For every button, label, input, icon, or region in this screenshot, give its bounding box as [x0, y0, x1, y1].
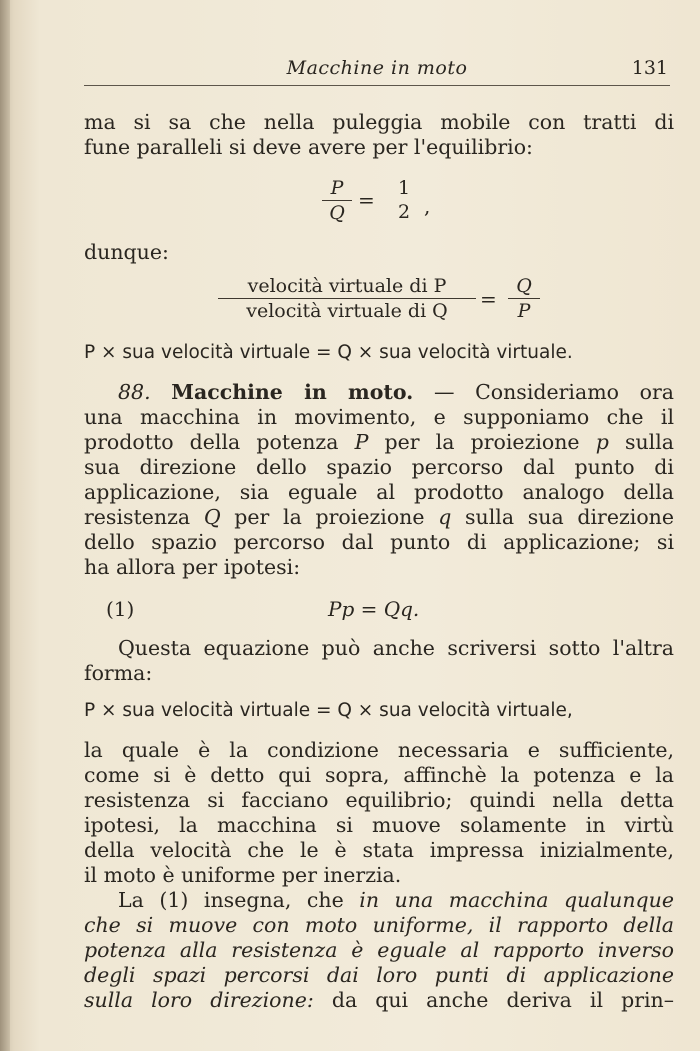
section-number: 88. — [118, 380, 151, 404]
equals-sign: = — [358, 188, 375, 212]
text-line: fune paralleli si deve avere per l'equilibrio: — [84, 135, 533, 159]
text-line: ha allora per ipotesi: — [84, 555, 301, 579]
section-title: Macchine in moto. — [171, 380, 414, 404]
text-line: sua direzione dello spazio percorso dal punto di — [84, 455, 674, 479]
text-line: resistenza Q per la proiezione q sulla sua direzione — [84, 505, 675, 529]
text-line: applicazione, sia eguale al prodotto analogo della — [84, 480, 674, 504]
text-line: ipotesi, la macchina si muove solamente in virtù — [84, 813, 674, 837]
text-line: sulla loro direzione: da qui anche deriva il prin– — [84, 988, 675, 1012]
section-heading-line: 88. Macchine in moto. — Consideriamo ora — [118, 380, 674, 404]
page-binding-edge — [0, 0, 10, 1051]
comma: , — [424, 194, 431, 218]
equation-pp-qq: Pp = Qq. — [328, 597, 420, 621]
text-line: resistenza si facciano equilibrio; quindi nella detta — [84, 788, 674, 812]
fraction-q-over-p: $\frac{Q}{P}$ — [508, 274, 540, 323]
text-line: della velocità che le è stata impressa inizialmente, — [84, 838, 674, 862]
equation-virtual-velocity: P × sua velocità virtuale = Q × sua velocità virtuale. — [84, 342, 573, 363]
equation-label: (1) — [106, 597, 135, 621]
text-line: ma si sa che nella puleggia mobile con tratti di — [84, 110, 674, 134]
fraction-p-over-q: $\frac{P}{Q}$ — [322, 176, 352, 225]
text-line: degli spazi percorsi dai loro punti di applicazione — [84, 963, 674, 987]
text-line: potenza alla resistenza è eguale al rapporto inverso — [84, 938, 674, 962]
text-line: prodotto della potenza P per la proiezione p sulla — [84, 430, 675, 454]
page-number: 131 — [631, 57, 668, 79]
text-line: che si muove con moto uniforme, il rapporto della — [84, 913, 674, 937]
equation-virtual-velocity-2: P × sua velocità virtuale = Q × sua velocità virtuale, — [84, 700, 573, 721]
fraction-one-half: 1 2 — [397, 177, 411, 223]
text-line: dello spazio percorso dal punto di applicazione; si — [84, 530, 674, 554]
equals-sign: = — [480, 287, 497, 311]
text-line: Questa equazione può anche scriversi sotto l'altra — [118, 636, 674, 660]
page-header — [84, 55, 670, 86]
running-title: Macchine in moto — [286, 57, 468, 79]
text-line: una macchina in movimento, e supponiamo che il — [84, 405, 674, 429]
text-line: La (1) insegna, che in una macchina qualunque — [118, 888, 674, 912]
fraction-velocity-ratio: velocità virtuale di P velocità virtuale di Q — [218, 274, 476, 323]
text-line: il moto è uniforme per inerzia. — [84, 863, 402, 887]
text-line: la quale è la condizione necessaria e sufficiente, — [84, 738, 674, 762]
text-line: dunque: — [84, 240, 169, 264]
text-line: forma: — [84, 661, 153, 685]
text-line: come si è detto qui sopra, affinchè la potenza e la — [84, 763, 674, 787]
